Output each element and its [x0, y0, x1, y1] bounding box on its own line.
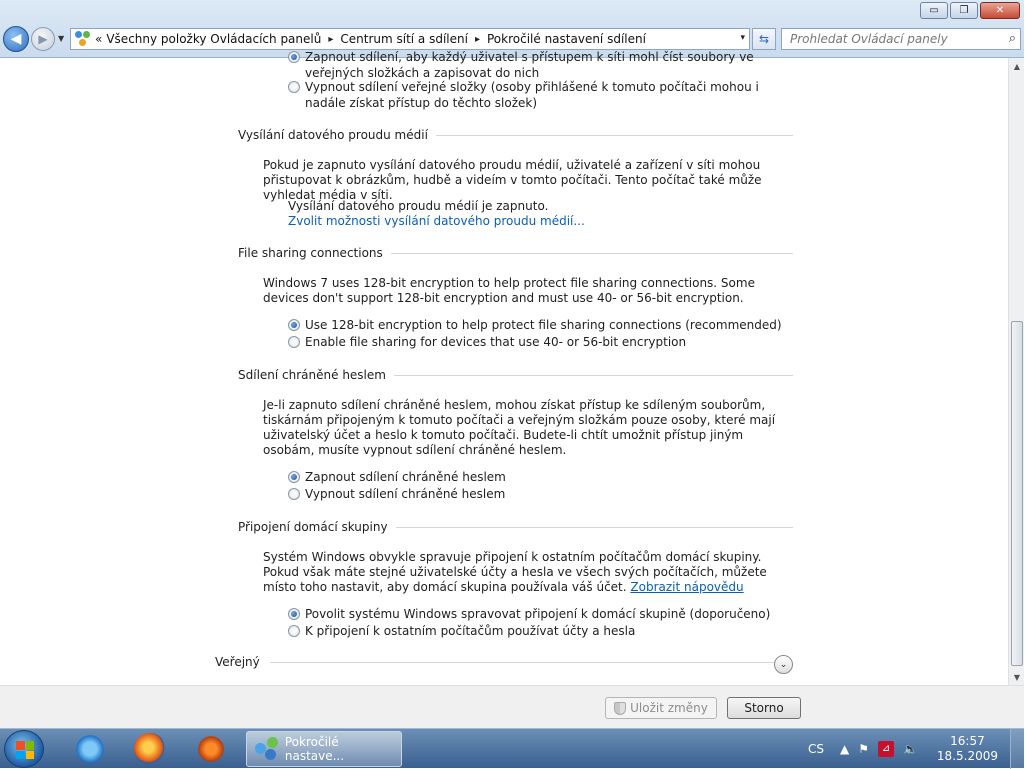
network-sharing-icon — [255, 737, 279, 761]
antivirus-icon[interactable]: ⊿ — [878, 741, 894, 757]
recent-pages-dropdown[interactable]: ▼ — [58, 34, 65, 43]
radio-button[interactable] — [288, 488, 300, 500]
clock-time: 16:57 — [950, 734, 985, 748]
section-heading-password-sharing: Sdílení chráněné heslem — [238, 368, 793, 382]
section-heading-media-streaming: Vysílání datového proudu médií — [238, 128, 793, 142]
radio-label: Zapnout sdílení, aby každý uživatel s přístupem k síti mohl číst soubory ve veřejných složkách a zapisovat do nich — [305, 50, 754, 80]
clock[interactable] — [937, 734, 998, 764]
breadcrumb-network-center[interactable]: Centrum sítí a sdílení — [340, 32, 468, 46]
firefox-icon[interactable] — [134, 733, 166, 765]
volume-icon[interactable]: 🔈 — [902, 742, 918, 756]
vertical-scrollbar[interactable] — [1008, 58, 1024, 685]
radio-button[interactable] — [288, 336, 300, 348]
radio-button[interactable] — [288, 608, 300, 620]
radio-label: Vypnout sdílení chráněné heslem — [305, 487, 506, 501]
search-placeholder: Prohledat Ovládací panely — [790, 32, 948, 46]
arrow-right-icon: ▶ — [38, 32, 48, 46]
refresh-button[interactable] — [752, 28, 776, 50]
close-button[interactable]: ✕ — [980, 2, 1020, 19]
save-changes-button[interactable]: Uložit změny — [605, 697, 717, 719]
expand-chevron-icon[interactable]: ⌄ — [774, 655, 793, 674]
maximize-button[interactable]: ❐ — [950, 2, 978, 19]
show-desktop-button[interactable] — [1010, 729, 1024, 769]
search-icon[interactable]: ⌕ — [1008, 31, 1016, 46]
cancel-button[interactable]: Storno — [727, 697, 801, 719]
address-bar[interactable] — [70, 28, 750, 50]
arrow-left-icon: ◀ — [10, 31, 22, 47]
radio-label: Povolit systému Windows spravovat připojení k domácí skupině (doporučeno) — [305, 607, 771, 621]
encryption-40-56-option[interactable] — [288, 334, 788, 350]
radio-button[interactable] — [288, 471, 300, 483]
radio-label: Vypnout sdílení veřejné složky (osoby přihlášené k tomuto počítači mohou i nadále získat přístup do těchto složek) — [305, 80, 759, 110]
media-streaming-options-link[interactable]: Zvolit možnosti vysílání datového proudu médií... — [288, 214, 585, 228]
homegroup-description: Systém Windows obvykle spravuje připojení k ostatním počítačům domácí skupiny. Pokud však máte stejné uživatelské účty a hesla ve všech svých počítačích, můžete místo toho nastavit, aby domácí skupina používala váš účet. Zobrazit nápovědu — [263, 550, 767, 594]
back-button[interactable] — [3, 26, 29, 52]
radio-button[interactable] — [288, 81, 300, 93]
encryption-128-option[interactable] — [288, 317, 788, 333]
radio-button[interactable] — [288, 319, 300, 331]
media-streaming-description: Pokud je zapnuto vysílání datového proudu médií, uživatelé a zařízení v síti mohou přistupovat k obrázkům, hudbě a videím v tomto počítači. Tento počítač také může vyhledat média v síti. — [263, 158, 762, 202]
control-panel-icon — [75, 31, 91, 47]
search-input[interactable] — [781, 28, 1021, 50]
start-button[interactable] — [4, 730, 44, 768]
breadcrumb-all-items[interactable]: Všechny položky Ovládacích panelů — [106, 32, 322, 46]
tray-expand-arrow-icon[interactable]: ▲ — [839, 742, 850, 756]
uac-shield-icon — [614, 702, 626, 715]
action-center-flag-icon[interactable]: ⚑ — [858, 742, 869, 756]
radio-button[interactable] — [288, 51, 300, 63]
clock-date: 18.5.2009 — [936, 749, 998, 763]
breadcrumb-separator-icon[interactable]: ▸ — [328, 33, 334, 45]
homegroup-windows-managed-option[interactable] — [288, 606, 788, 622]
dialog-footer — [0, 685, 1024, 728]
homegroup-accounts-option[interactable] — [288, 623, 788, 639]
forward-button[interactable] — [31, 27, 55, 51]
internet-explorer-icon[interactable] — [74, 733, 106, 765]
homegroup-help-link[interactable]: Zobrazit nápovědu — [630, 580, 744, 594]
public-folder-on-option[interactable] — [288, 49, 788, 81]
password-sharing-on-option[interactable] — [288, 469, 788, 485]
section-heading-file-sharing: File sharing connections — [238, 246, 793, 260]
radio-label: Zapnout sdílení chráněné heslem — [305, 470, 506, 484]
scroll-thumb[interactable] — [1011, 321, 1023, 666]
radio-label: K připojení k ostatním počítačům používat účty a hesla — [305, 624, 636, 638]
language-indicator[interactable]: CS — [807, 742, 824, 756]
public-profile-header[interactable]: Veřejný — [215, 655, 793, 669]
password-sharing-description: Je-li zapnuto sdílení chráněné heslem, mohou získat přístup ke sdíleným souborům, tiskárnám připojeným k tomuto počítači a veřejným složkám pouze osoby, které mají uživatelský účet a heslo k tomuto počítači. Budete-li chtít umožnit přístup jiným osobám, musíte vypnout sdílení chráněné heslem. — [263, 398, 776, 457]
address-dropdown-icon[interactable]: ▾ — [740, 33, 745, 43]
breadcrumb-separator-icon[interactable]: ▸ — [474, 33, 480, 45]
radio-label: Enable file sharing for devices that use 40- or 56-bit encryption — [305, 335, 687, 349]
window-controls — [920, 2, 1020, 19]
breadcrumb-advanced-sharing[interactable]: Pokročilé nastavení sdílení — [487, 32, 646, 46]
taskbar-item-network-settings[interactable]: Pokročilé nastave... — [246, 731, 402, 767]
radio-button[interactable] — [288, 625, 300, 637]
scroll-up-arrow-icon[interactable]: ▲ — [1013, 61, 1021, 71]
radio-label: Use 128-bit encryption to help protect file sharing connections (recommended) — [305, 318, 782, 332]
minimize-button[interactable]: ▭ — [920, 2, 948, 19]
taskbar — [0, 728, 1024, 768]
refresh-icon: ⇆ — [758, 32, 770, 46]
media-streaming-status: Vysílání datového proudu médií je zapnuto. — [288, 199, 549, 213]
scroll-down-arrow-icon[interactable]: ▼ — [1013, 672, 1021, 682]
file-sharing-description: Windows 7 uses 128-bit encryption to help protect file sharing connections. Some devices don't support 128-bit encryption and must use 40- or 56-bit encryption. — [263, 276, 755, 305]
media-app-icon[interactable] — [195, 733, 227, 765]
windows-logo-icon — [16, 741, 34, 759]
settings-content — [0, 50, 1008, 685]
password-sharing-off-option[interactable] — [288, 486, 788, 502]
section-heading-homegroup: Připojení domácí skupiny — [238, 520, 793, 534]
public-folder-off-option[interactable] — [288, 79, 788, 111]
breadcrumb-overflow[interactable]: « — [95, 32, 103, 46]
system-tray — [808, 729, 1024, 769]
